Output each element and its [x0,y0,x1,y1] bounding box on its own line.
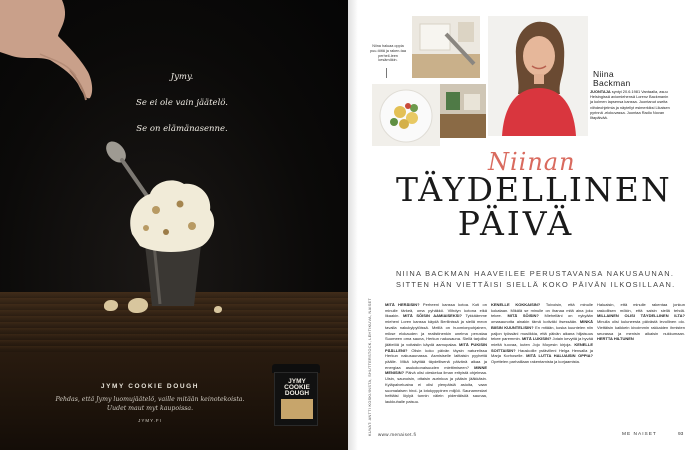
jar-body [274,372,318,426]
question: MITÄ SÖISIN AAMIAISEKSI? [403,313,462,319]
answer: En mitään, koska kuuntelen niin paljon työssäni musiikkia, että päivän aikana hiljaisuus tekee paremmin. [491,324,593,342]
ad-brand-line: JYMY COOKIE DOUGH [100,383,200,390]
photo-credit [368,296,376,436]
subject-bio [590,89,670,120]
niina-portrait [488,16,588,136]
answer: Opettelen parhaillaan rakentamista ja korjaamista. [491,359,580,365]
answer: Miehelläni on nykyään omasaunotta ainakin tämä kotiväki itsessään. [491,313,593,325]
cookie-crumb [128,298,148,313]
jar-label-line-1: JYMY [288,378,306,385]
bio-label: JUONTAJA [590,89,611,94]
photo-bar-counter [440,84,486,138]
answer: Jotain kevyttä ja hyvää mieltä tuovaa, kuten Jojo Moyesin kirjoja. [491,336,593,347]
answer: Tykkäämme mieheni Loren kanssa käydä Berliinissä ja siellä meon tavalla nakukylpylöissä. Meillä on huomionpohjainen, mikse elokauden ja realistinenkin unelma perustaa Suomeen oma sauna, Herkun nakusauna. Siellä tarjoilisi jäätelöä ja voitaisiin käydä aamupalaa. [385,313,487,347]
ad-url: JYMY.FI [138,418,162,423]
answer: Päivä olisi oleskelua ilman erityistä ohjelmaa. Uisin, saunoisin, ottaisin aurinkoa ja pääsin jääkkäsin. Kyläpalveluaina ei olisi ylenpäisiä asioita, vaan suomalaisen hiroi- ja lotokyyppinen miljöö. Saunamestari heittäisi löylyä tunnin välein pidentäisöä saunaa, laukkuhalle paisuu. [385,370,487,404]
answer: Minulla olisi kuluneesta päivästä levollinen olo. Viettäisin kaikkein kivoimmin rakkaiden ihmisten seurassa ja menisin aikaisin nukkumaan. [597,319,685,336]
ice-cream-jar [272,364,320,428]
ad-copy [40,395,260,425]
author-signature: HERTTA HILTUNEN [597,336,634,342]
subject-last-name: Backman [593,78,631,88]
title-line-2: PÄIVÄ [457,204,575,243]
ice-cream-scoop [126,176,218,254]
plate-image [372,84,440,146]
ad-copy-line-2: Uudet maut myt kaupoissa. [106,405,194,412]
title-script: Niinan [488,148,576,176]
title-line-1: TÄYDELLINEN [396,170,672,209]
spine-shadow [348,0,358,450]
footer-page-number: 93 [678,432,684,437]
hand-illustration [0,0,110,110]
question: MITÄ LUTTA HALUAISIN OPPIA? [526,353,593,359]
photo-credit-text: KUVAT: ANTTI KOSKI/INSTA, SHUTTERSTOCK, LEHTIKUVA, NAISET [368,297,372,436]
workshop-image [412,16,480,78]
article-column-1 [385,302,487,405]
bar-image [440,84,486,138]
tagline-line-3: Se on elämänasenne. [136,124,228,134]
cookie-crumb [214,306,222,313]
answer: Hauskoille ystävilleni Helga Hensalla ja Marja Korhoselle. [491,347,593,359]
tagline-line-1: Jymy. [170,72,194,82]
bio-text: syntyi 20.6.1981 Vantaalla, asuu Helsingissä aviomiehensä Lorenz Backmanin ja kolmen lapsensa kanssa. Juontanut useita viihdeohjelmia ja näytellyt esimerkiksi Likaisen pyrinnä -elokuvassa. Juontaa Radio Novan Iltapäivää. [590,89,670,121]
question: KENELLE SOITTAISIN? [491,341,593,353]
question: MINKÄ BIISIN KUUNTELISIN? [491,319,593,330]
jar-label-line-3: DOUGH [284,390,310,397]
answer: Perheeni kanssa kotoa. Koti on minulle tärkeä, oma pyhäkkö. Viihdyn kotona eikä likaakin. [385,302,487,319]
question: MITÄ PUKISIN PÄÄLLENI? [385,341,487,353]
answer: Haluaisin, että minulle rakentaa jonkun raskollisen mökin, että saisin siellä tehdä. [597,302,685,313]
question: MITÄ HERÄISIN? [385,302,420,307]
article-column-3 [597,302,685,342]
article-lead: NIINA BACKMAN HAAVEILEE PERUSTAVANSA NAKUSAUNAN. SITTEN HÄN VIETTÄISI SIELLÄ KOKO PÄIVÄN ILKOSILLAAN. [396,269,676,289]
ad-tagline [112,64,252,142]
photo-caption: Niina haluaa oppia puu-töitä ja raken-taa perheil-leen kesämökin. [368,44,408,63]
jar-label-line-2: COOKIE [284,384,310,391]
jar-band [281,399,313,419]
question: MINNE MENISIN? [385,364,487,376]
footer-url[interactable]: www.menaiset.fi [378,432,417,437]
photo-wood-workshop [412,16,480,78]
cookie-crumb [104,300,118,311]
answer: Toivoisin, että minulle kokataan. Mikälä se minulle on ihanaa mitä aina joku tekee. [491,302,593,319]
tagline-line-2: Se ei ole vain jäätelö. [136,98,228,108]
question: MILLAINEN OLISI TÄYDELLINEN ILTA? [597,313,685,319]
ad-copy-line-1: Pehdas, että Jymy luomujäätelö, vaille mitään keinotekoista. [55,396,245,403]
article-column-2 [491,302,593,365]
question: MITÄ SÖISIN? [507,313,539,319]
footer-magazine-name: ME NAISET [622,432,657,437]
subject-first-name: Niina [593,69,614,79]
photo-food-plate [372,84,440,146]
question: KENELLE KOKKAISIN? [491,302,541,307]
question: MITÄ LUKISIN? [521,336,552,342]
jar-label [277,379,317,397]
answer: Olisin koko päivän täysin naturelissa Herkun nakusaunassa. Asmisiselle laittaisin pyyhettä päälle. Mikä käyttää täydellisenä päivänä aikaa ja energiaa asukokonaisuuden miettimiseen? [385,347,487,370]
portrait-photo [488,16,588,136]
